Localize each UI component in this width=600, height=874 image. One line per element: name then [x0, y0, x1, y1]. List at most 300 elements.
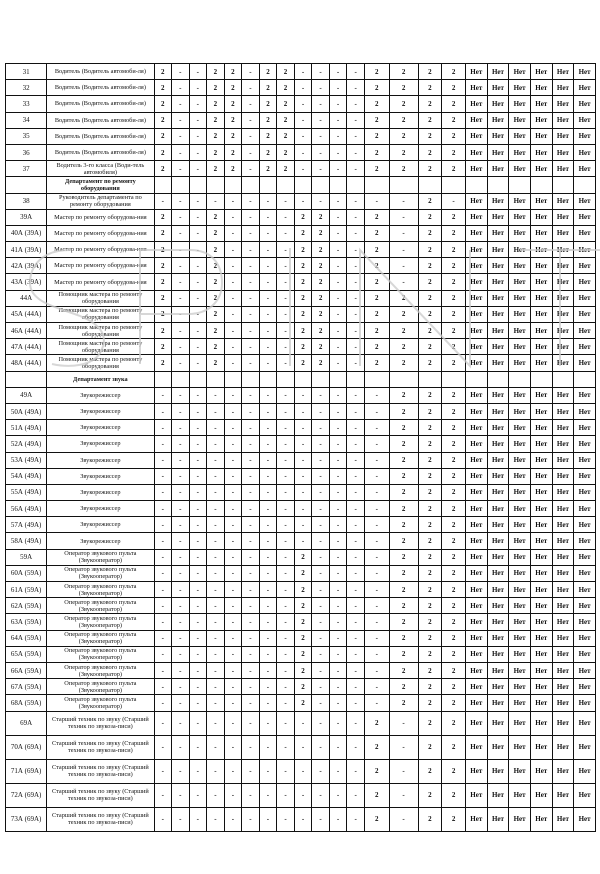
value-cell: -: [207, 662, 225, 678]
value-cell: -: [172, 306, 190, 322]
value-cell: -: [312, 193, 330, 209]
row-number: 39А: [6, 209, 47, 225]
value-cell: -: [329, 468, 347, 484]
value-cell: [389, 177, 418, 193]
no-cell: Нет: [487, 64, 509, 80]
position-name: Звукорежиссер: [47, 484, 154, 500]
value-cell: -: [347, 225, 365, 241]
value-cell: -: [242, 783, 260, 807]
value-cell: -: [364, 582, 389, 598]
value-cell: 2: [312, 355, 330, 371]
value-cell: -: [277, 323, 295, 339]
no-cell: Нет: [509, 630, 531, 646]
value-cell: -: [277, 290, 295, 306]
value-cell: 2: [442, 646, 466, 662]
no-cell: Нет: [574, 614, 596, 630]
value-cell: -: [189, 582, 207, 598]
value-cell: 2: [207, 355, 225, 371]
no-cell: Нет: [487, 144, 509, 160]
no-cell: Нет: [574, 225, 596, 241]
position-name: Звукорежиссер: [47, 387, 154, 403]
row-number: 54А (49А): [6, 468, 47, 484]
value-cell: 2: [418, 161, 442, 177]
value-cell: 2: [207, 144, 225, 160]
no-cell: Нет: [487, 96, 509, 112]
value-cell: -: [207, 403, 225, 419]
value-cell: -: [259, 258, 277, 274]
value-cell: 2: [442, 452, 466, 468]
value-cell: -: [347, 484, 365, 500]
position-name: Помощник мастера по ремонту оборудования: [47, 323, 154, 339]
value-cell: 2: [418, 783, 442, 807]
value-cell: 2: [294, 630, 312, 646]
value-cell: 2: [259, 64, 277, 80]
value-cell: -: [329, 64, 347, 80]
value-cell: -: [259, 274, 277, 290]
value-cell: 2: [312, 209, 330, 225]
value-cell: -: [294, 501, 312, 517]
value-cell: -: [329, 242, 347, 258]
no-cell: Нет: [487, 679, 509, 695]
value-cell: -: [312, 64, 330, 80]
no-cell: Нет: [487, 128, 509, 144]
position-name: Оператор звукового пульта (Звукооператор): [47, 582, 154, 598]
table-row: [6, 662, 596, 678]
value-cell: -: [154, 630, 172, 646]
value-cell: -: [189, 468, 207, 484]
no-cell: Нет: [487, 452, 509, 468]
value-cell: [189, 177, 207, 193]
value-cell: -: [172, 290, 190, 306]
value-cell: -: [329, 436, 347, 452]
value-cell: -: [224, 662, 242, 678]
value-cell: 2: [442, 630, 466, 646]
position-name: Оператор звукового пульта (Звукооператор): [47, 549, 154, 565]
value-cell: 2: [418, 501, 442, 517]
no-cell: Нет: [530, 533, 552, 549]
value-cell: -: [329, 646, 347, 662]
value-cell: -: [347, 549, 365, 565]
no-cell: Нет: [487, 484, 509, 500]
value-cell: -: [347, 161, 365, 177]
value-cell: -: [347, 420, 365, 436]
no-cell: Нет: [465, 598, 487, 614]
no-cell: Нет: [509, 695, 531, 711]
no-cell: Нет: [530, 161, 552, 177]
value-cell: 2: [154, 242, 172, 258]
value-cell: -: [259, 662, 277, 678]
value-cell: -: [312, 403, 330, 419]
value-cell: -: [277, 387, 295, 403]
no-cell: Нет: [552, 323, 574, 339]
value-cell: 2: [442, 582, 466, 598]
row-number: 47А (44А): [6, 339, 47, 355]
position-name: Мастер по ремонту оборудова-ния: [47, 242, 154, 258]
no-cell: Нет: [530, 225, 552, 241]
value-cell: -: [172, 323, 190, 339]
no-cell: Нет: [574, 598, 596, 614]
position-name: Оператор звукового пульта (Звукооператор): [47, 565, 154, 581]
value-cell: -: [207, 565, 225, 581]
value-cell: -: [389, 735, 418, 759]
no-cell: Нет: [487, 735, 509, 759]
value-cell: -: [329, 225, 347, 241]
value-cell: -: [294, 128, 312, 144]
value-cell: -: [242, 662, 260, 678]
no-cell: Нет: [465, 614, 487, 630]
value-cell: 2: [364, 128, 389, 144]
no-cell: Нет: [530, 128, 552, 144]
value-cell: -: [189, 193, 207, 209]
value-cell: -: [172, 128, 190, 144]
value-cell: -: [312, 679, 330, 695]
no-cell: Нет: [530, 403, 552, 419]
no-cell: Нет: [487, 468, 509, 484]
no-cell: Нет: [574, 290, 596, 306]
value-cell: -: [154, 598, 172, 614]
value-cell: -: [224, 452, 242, 468]
value-cell: 2: [442, 420, 466, 436]
value-cell: -: [294, 735, 312, 759]
value-cell: -: [242, 161, 260, 177]
no-cell: Нет: [530, 735, 552, 759]
value-cell: [207, 177, 225, 193]
value-cell: 2: [418, 679, 442, 695]
value-cell: -: [189, 242, 207, 258]
position-name: Руководитель департамента по ремонту оборудования: [47, 193, 154, 209]
no-cell: Нет: [465, 209, 487, 225]
value-cell: -: [259, 420, 277, 436]
no-cell: [552, 177, 574, 193]
value-cell: -: [172, 549, 190, 565]
value-cell: -: [347, 630, 365, 646]
value-cell: -: [154, 436, 172, 452]
value-cell: 2: [207, 128, 225, 144]
value-cell: -: [294, 64, 312, 80]
no-cell: Нет: [509, 403, 531, 419]
no-cell: Нет: [487, 549, 509, 565]
value-cell: 2: [442, 436, 466, 452]
position-name: Звукорежиссер: [47, 403, 154, 419]
value-cell: 2: [294, 258, 312, 274]
value-cell: -: [189, 565, 207, 581]
value-cell: 2: [442, 598, 466, 614]
value-cell: -: [347, 598, 365, 614]
value-cell: -: [294, 96, 312, 112]
value-cell: -: [189, 436, 207, 452]
position-name: Департамент звука: [47, 371, 154, 387]
position-name: Оператор звукового пульта (Звукооператор): [47, 598, 154, 614]
value-cell: -: [259, 209, 277, 225]
value-cell: -: [189, 783, 207, 807]
value-cell: [277, 177, 295, 193]
value-cell: -: [294, 807, 312, 831]
value-cell: -: [154, 452, 172, 468]
value-cell: -: [364, 452, 389, 468]
value-cell: -: [312, 484, 330, 500]
table-row: [6, 501, 596, 517]
value-cell: -: [259, 565, 277, 581]
no-cell: Нет: [574, 403, 596, 419]
value-cell: [418, 177, 442, 193]
value-cell: -: [224, 565, 242, 581]
value-cell: -: [329, 80, 347, 96]
no-cell: Нет: [552, 96, 574, 112]
value-cell: -: [154, 711, 172, 735]
value-cell: -: [259, 549, 277, 565]
value-cell: -: [312, 501, 330, 517]
no-cell: Нет: [487, 598, 509, 614]
value-cell: -: [224, 339, 242, 355]
value-cell: [312, 177, 330, 193]
value-cell: 2: [442, 144, 466, 160]
value-cell: -: [224, 242, 242, 258]
value-cell: 2: [312, 242, 330, 258]
value-cell: 2: [389, 468, 418, 484]
no-cell: Нет: [530, 484, 552, 500]
value-cell: -: [389, 225, 418, 241]
value-cell: -: [172, 96, 190, 112]
row-number: 40А (39А): [6, 225, 47, 241]
value-cell: -: [224, 735, 242, 759]
no-cell: Нет: [509, 64, 531, 80]
value-cell: [189, 371, 207, 387]
value-cell: -: [364, 630, 389, 646]
value-cell: -: [347, 306, 365, 322]
value-cell: 2: [442, 80, 466, 96]
row-number: 66А (59А): [6, 662, 47, 678]
no-cell: Нет: [487, 193, 509, 209]
no-cell: Нет: [487, 517, 509, 533]
no-cell: Нет: [487, 630, 509, 646]
no-cell: Нет: [487, 759, 509, 783]
no-cell: Нет: [574, 274, 596, 290]
no-cell: Нет: [487, 711, 509, 735]
value-cell: -: [242, 549, 260, 565]
value-cell: -: [259, 783, 277, 807]
value-cell: -: [224, 209, 242, 225]
value-cell: -: [242, 355, 260, 371]
no-cell: Нет: [552, 420, 574, 436]
value-cell: 2: [389, 64, 418, 80]
value-cell: 2: [442, 290, 466, 306]
table-row: [6, 468, 596, 484]
value-cell: -: [154, 646, 172, 662]
value-cell: [389, 371, 418, 387]
no-cell: Нет: [574, 517, 596, 533]
value-cell: -: [189, 128, 207, 144]
value-cell: -: [347, 468, 365, 484]
no-cell: Нет: [487, 662, 509, 678]
value-cell: -: [329, 501, 347, 517]
value-cell: -: [224, 646, 242, 662]
no-cell: [530, 371, 552, 387]
value-cell: 2: [277, 128, 295, 144]
no-cell: Нет: [465, 112, 487, 128]
value-cell: 2: [442, 783, 466, 807]
value-cell: -: [224, 501, 242, 517]
no-cell: Нет: [487, 274, 509, 290]
value-cell: 2: [389, 323, 418, 339]
value-cell: 2: [207, 112, 225, 128]
row-number: 34: [6, 112, 47, 128]
no-cell: Нет: [509, 242, 531, 258]
value-cell: 2: [389, 161, 418, 177]
value-cell: -: [242, 759, 260, 783]
no-cell: Нет: [530, 614, 552, 630]
position-name: Водитель 3-го класса (Води-тель автомобиля): [47, 161, 154, 177]
value-cell: -: [364, 436, 389, 452]
value-cell: -: [224, 306, 242, 322]
no-cell: Нет: [552, 209, 574, 225]
value-cell: -: [189, 161, 207, 177]
value-cell: -: [242, 193, 260, 209]
value-cell: -: [329, 387, 347, 403]
value-cell: -: [277, 735, 295, 759]
table-row: [6, 64, 596, 80]
value-cell: -: [294, 193, 312, 209]
no-cell: Нет: [530, 242, 552, 258]
value-cell: -: [242, 144, 260, 160]
no-cell: Нет: [574, 695, 596, 711]
value-cell: -: [242, 64, 260, 80]
value-cell: 2: [389, 339, 418, 355]
value-cell: -: [329, 290, 347, 306]
value-cell: -: [277, 695, 295, 711]
value-cell: -: [329, 209, 347, 225]
table-row: [6, 225, 596, 241]
value-cell: -: [277, 225, 295, 241]
position-name: Старший техник по звуку (Старший техник по звукоза-писи): [47, 807, 154, 831]
no-cell: Нет: [574, 144, 596, 160]
value-cell: -: [154, 735, 172, 759]
value-cell: -: [172, 783, 190, 807]
row-number: 58А (49А): [6, 533, 47, 549]
value-cell: -: [172, 517, 190, 533]
no-cell: Нет: [552, 468, 574, 484]
no-cell: Нет: [574, 807, 596, 831]
value-cell: -: [207, 517, 225, 533]
position-name: Старший техник по звуку (Старший техник по звукоза-писи): [47, 735, 154, 759]
value-cell: -: [277, 403, 295, 419]
value-cell: 2: [294, 662, 312, 678]
value-cell: -: [277, 533, 295, 549]
value-cell: -: [312, 565, 330, 581]
value-cell: -: [347, 614, 365, 630]
value-cell: -: [242, 306, 260, 322]
value-cell: -: [189, 225, 207, 241]
value-cell: -: [347, 258, 365, 274]
value-cell: -: [242, 339, 260, 355]
no-cell: Нет: [487, 242, 509, 258]
table-row: [6, 355, 596, 371]
table-row: [6, 807, 596, 831]
value-cell: 2: [154, 144, 172, 160]
position-name: Звукорежиссер: [47, 517, 154, 533]
value-cell: -: [277, 452, 295, 468]
no-cell: Нет: [509, 807, 531, 831]
no-cell: Нет: [574, 355, 596, 371]
value-cell: -: [207, 193, 225, 209]
value-cell: -: [347, 339, 365, 355]
value-cell: 2: [154, 161, 172, 177]
value-cell: -: [259, 484, 277, 500]
value-cell: 2: [294, 646, 312, 662]
value-cell: 2: [389, 387, 418, 403]
no-cell: Нет: [509, 662, 531, 678]
no-cell: Нет: [487, 403, 509, 419]
no-cell: Нет: [465, 242, 487, 258]
no-cell: Нет: [509, 711, 531, 735]
no-cell: Нет: [574, 533, 596, 549]
value-cell: 2: [207, 258, 225, 274]
value-cell: 2: [364, 783, 389, 807]
no-cell: Нет: [465, 452, 487, 468]
value-cell: -: [224, 549, 242, 565]
position-name: Звукорежиссер: [47, 501, 154, 517]
no-cell: Нет: [509, 614, 531, 630]
value-cell: -: [259, 679, 277, 695]
value-cell: 2: [442, 735, 466, 759]
value-cell: 2: [364, 711, 389, 735]
table-row: [6, 96, 596, 112]
value-cell: -: [259, 759, 277, 783]
value-cell: 2: [224, 161, 242, 177]
no-cell: Нет: [552, 339, 574, 355]
value-cell: 2: [389, 306, 418, 322]
value-cell: 2: [294, 209, 312, 225]
value-cell: [242, 177, 260, 193]
value-cell: -: [207, 484, 225, 500]
value-cell: -: [242, 452, 260, 468]
no-cell: Нет: [530, 695, 552, 711]
value-cell: 2: [364, 161, 389, 177]
value-cell: 2: [418, 452, 442, 468]
value-cell: 2: [312, 306, 330, 322]
row-number: 55А (49А): [6, 484, 47, 500]
table-row: [6, 306, 596, 322]
row-number: 60А (59А): [6, 565, 47, 581]
value-cell: 2: [442, 306, 466, 322]
value-cell: -: [277, 193, 295, 209]
value-cell: -: [364, 549, 389, 565]
no-cell: Нет: [530, 565, 552, 581]
value-cell: 2: [207, 306, 225, 322]
value-cell: -: [312, 96, 330, 112]
table-row: [6, 484, 596, 500]
row-number: 51А (49А): [6, 420, 47, 436]
no-cell: Нет: [465, 517, 487, 533]
value-cell: -: [172, 468, 190, 484]
value-cell: 2: [364, 258, 389, 274]
value-cell: -: [347, 274, 365, 290]
table-row: [6, 323, 596, 339]
value-cell: -: [172, 679, 190, 695]
table-row: [6, 193, 596, 209]
value-cell: 2: [154, 323, 172, 339]
value-cell: 2: [154, 274, 172, 290]
no-cell: Нет: [530, 258, 552, 274]
no-cell: Нет: [530, 783, 552, 807]
value-cell: 2: [312, 274, 330, 290]
table-row: [6, 646, 596, 662]
value-cell: -: [259, 582, 277, 598]
value-cell: -: [329, 662, 347, 678]
value-cell: -: [347, 112, 365, 128]
value-cell: -: [224, 598, 242, 614]
value-cell: -: [389, 242, 418, 258]
value-cell: -: [224, 807, 242, 831]
